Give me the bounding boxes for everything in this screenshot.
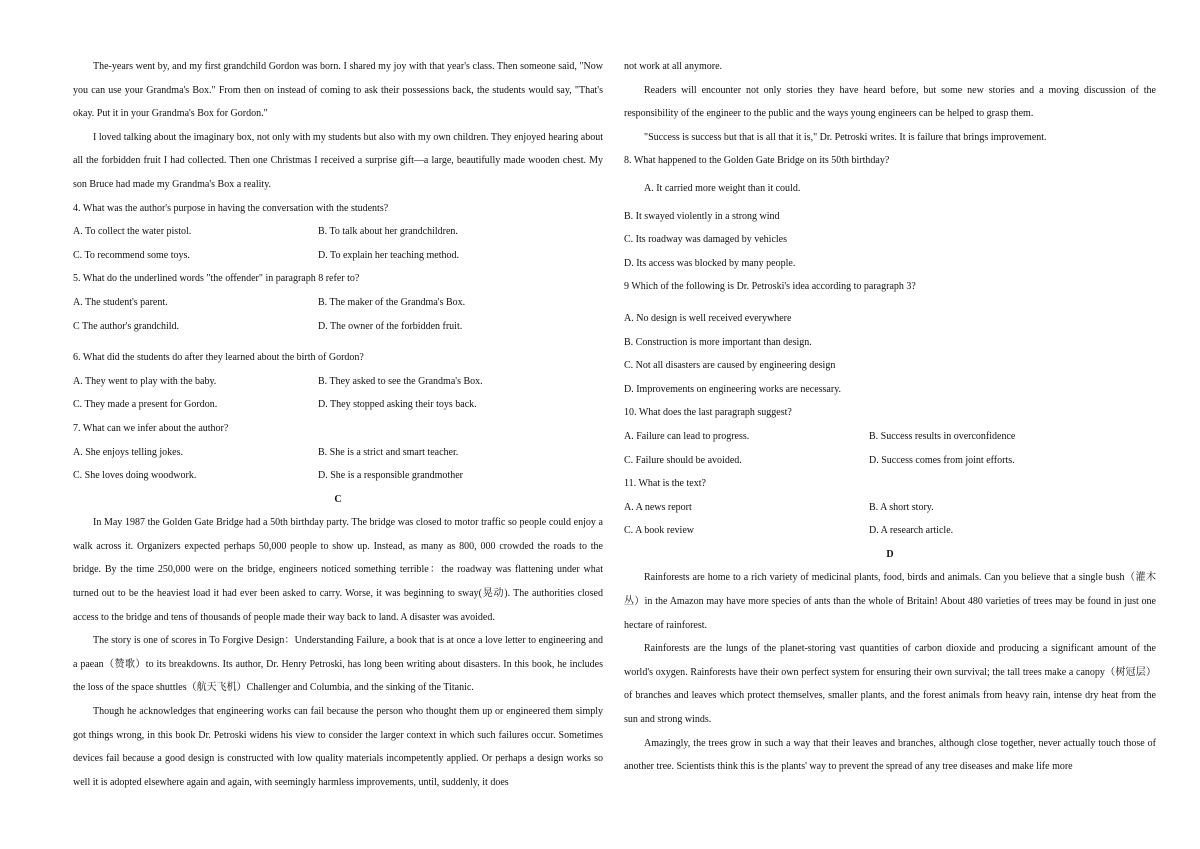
option-a: A. No design is well received everywhere <box>624 312 792 324</box>
option-c: C. They made a present for Gordon. <box>73 399 218 411</box>
question-7-stem: 7. What can we infer about the author? <box>73 422 229 434</box>
option-b: B. To talk about her grandchildren. <box>318 226 458 238</box>
question-6-options <box>73 370 603 417</box>
option-c: C. She loves doing woodwork. <box>73 470 197 482</box>
option-c: C. To recommend some toys. <box>73 249 190 261</box>
option-a: A. She enjoys telling jokes. <box>73 446 183 458</box>
option-a: A. They went to play with the baby. <box>73 375 217 387</box>
option-b: B. The maker of the Grandma's Box. <box>318 296 466 308</box>
option-b: B. It swayed violently in a strong wind <box>624 210 780 222</box>
option-d: D. Improvements on engineering works are necessary. <box>624 383 842 395</box>
option-c: C. Its roadway was damaged by vehicles <box>624 234 788 246</box>
question-10-stem: 10. What does the last paragraph suggest? <box>624 407 792 419</box>
option-d: D. She is a responsible grandmother <box>318 470 463 482</box>
passage-paragraph: The-years went by, and my first grandchild Gordon was born. I shared my joy with that year's class. Then someone said, "Now you can use your Grandma's Box." From then on instead of coming to ask their possessions back, the students would say, "That's okay. Put it in your Grandma's Box for Gordon." <box>73 61 603 120</box>
question-10-options <box>624 425 1156 472</box>
question-7-options <box>73 441 603 488</box>
option-b: B. She is a strict and smart teacher. <box>318 446 459 458</box>
option-c: C The author's grandchild. <box>73 320 180 332</box>
option-b: B. A short story. <box>869 501 934 513</box>
option-d: D. They stopped asking their toys back. <box>318 399 477 411</box>
question-11-stem: 11. What is the text? <box>624 478 706 490</box>
option-a: A. To collect the water pistol. <box>73 226 192 238</box>
question-5-stem: 5. What do the underlined words "the offender" in paragraph 8 refer to? <box>73 273 360 285</box>
option-c: C. Not all disasters are caused by engineering design <box>624 360 836 372</box>
question-11-options <box>624 496 1156 543</box>
section-d-heading: D <box>886 548 894 560</box>
passage-paragraph: Rainforests are home to a rich variety of medicinal plants, food, birds and animals. Can you believe that a single bush（灌木丛）in the Amazon may have more species of ants than the whole of Britain! About 480 varieties of trees may be found in just one hectare of rainforest. <box>624 572 1156 631</box>
option-b: B. They asked to see the Grandma's Box. <box>318 375 483 387</box>
option-d: D. The owner of the forbidden fruit. <box>318 320 463 332</box>
option-d: D. Its access was blocked by many people. <box>624 257 796 269</box>
left-column <box>73 55 603 794</box>
option-a: A. It carried more weight than it could. <box>644 182 801 194</box>
option-a: A. A news report <box>624 501 692 513</box>
right-column <box>624 55 1156 779</box>
passage-paragraph: Though he acknowledges that engineering works can fail because the person who thought them up or engineered them simply got things wrong, in this book Dr. Petroski widens his view to consider the larger context in which such failures occur. Sometimes devices fail because a good design is constructed with low quality materials incompetently applied. Or perhaps a design works so well it is adopted elsewhere again and again, with seemingly harmless improvements, until, suddenly, it does <box>73 706 603 788</box>
question-8-stem: 8. What happened to the Golden Gate Bridge on its 50th birthday? <box>624 155 890 167</box>
question-6-stem: 6. What did the students do after they learned about the birth of Gordon? <box>73 352 364 364</box>
passage-paragraph: Readers will encounter not only stories they have heard before, but some new stories and a moving discussion of the responsibility of the engineer to the public and the ways young engineers can be helped to grasp them. <box>624 84 1156 120</box>
passage-paragraph: Amazingly, the trees grow in such a way that their leaves and branches, although close together, never actually touch those of another tree. Scientists think this is the plants' way to prevent the spread of any tree diseases and make life more <box>624 737 1156 773</box>
option-c: C. Failure should be avoided. <box>624 454 742 466</box>
section-c-heading: C <box>334 493 342 505</box>
passage-paragraph: The story is one of scores in To Forgive Design：Understanding Failure, a book that is at once a love letter to engineering and a paean（赞歌）to its breakdowns. Its author, Dr. Henry Petroski, has long been writing about disasters. In this book, he includes the loss of the space shuttles（航天飞机）Challenger and Columbia, and the sinking of the Titanic. <box>73 635 603 694</box>
question-4-options <box>73 220 603 267</box>
passage-paragraph: I loved talking about the imaginary box, not only with my students but also with my own children. They enjoyed hearing about all the forbidden fruit I had collected. Then one Christmas I received a surprise gift—a large, beautifully made wooden chest. My son Bruce had made my Grandma's Box a reality. <box>73 131 603 190</box>
option-d: D. To explain her teaching method. <box>318 249 460 261</box>
passage-paragraph: Rainforests are the lungs of the planet-storing vast quantities of carbon dioxide and producing a significant amount of the world's oxygen. Rainforests have their own perfect system for ensuring their own survival; the tall trees make a canopy（树冠层）of branches and leaves which protect themselves, smaller plants, and the forest animals from heavy rain, intense dry heat from the sun and strong winds. <box>624 643 1156 726</box>
option-a: A. Failure can lead to progress. <box>624 430 750 442</box>
option-c: C. A book review <box>624 525 694 537</box>
option-d: D. A research article. <box>869 525 954 537</box>
passage-paragraph: In May 1987 the Golden Gate Bridge had a 50th birthday party. The bridge was closed to motor traffic so people could enjoy a walk across it. Organizers expected perhaps 50,000 people to show up. Instead, as many as 800, 000 crowded the roads to the bridge. By the time 250,000 were on the bridge, engineers noticed something terrible：the roadway was flattening under what turned out to be the heaviest load it had ever been asked to carry. Worse, it was beginning to sway(晃动). The authorities closed access to the bridge and tens of thousands of people made their way back to land. A disaster was avoided. <box>73 517 603 623</box>
question-9-stem: 9 Which of the following is Dr. Petroski's idea according to paragraph 3? <box>624 281 916 293</box>
question-5-options <box>73 291 603 338</box>
option-b: B. Success results in overconfidence <box>869 430 1016 442</box>
question-4-stem: 4. What was the author's purpose in having the conversation with the students? <box>73 202 389 214</box>
passage-paragraph: not work at all anymore. <box>624 61 723 72</box>
passage-paragraph: "Success is success but that is all that it is," Dr. Petroski writes. It is failure that brings improvement. <box>644 131 1047 143</box>
option-a: A. The student's parent. <box>73 296 168 308</box>
option-d: D. Success comes from joint efforts. <box>869 454 1015 466</box>
option-b: B. Construction is more important than design. <box>624 336 812 348</box>
